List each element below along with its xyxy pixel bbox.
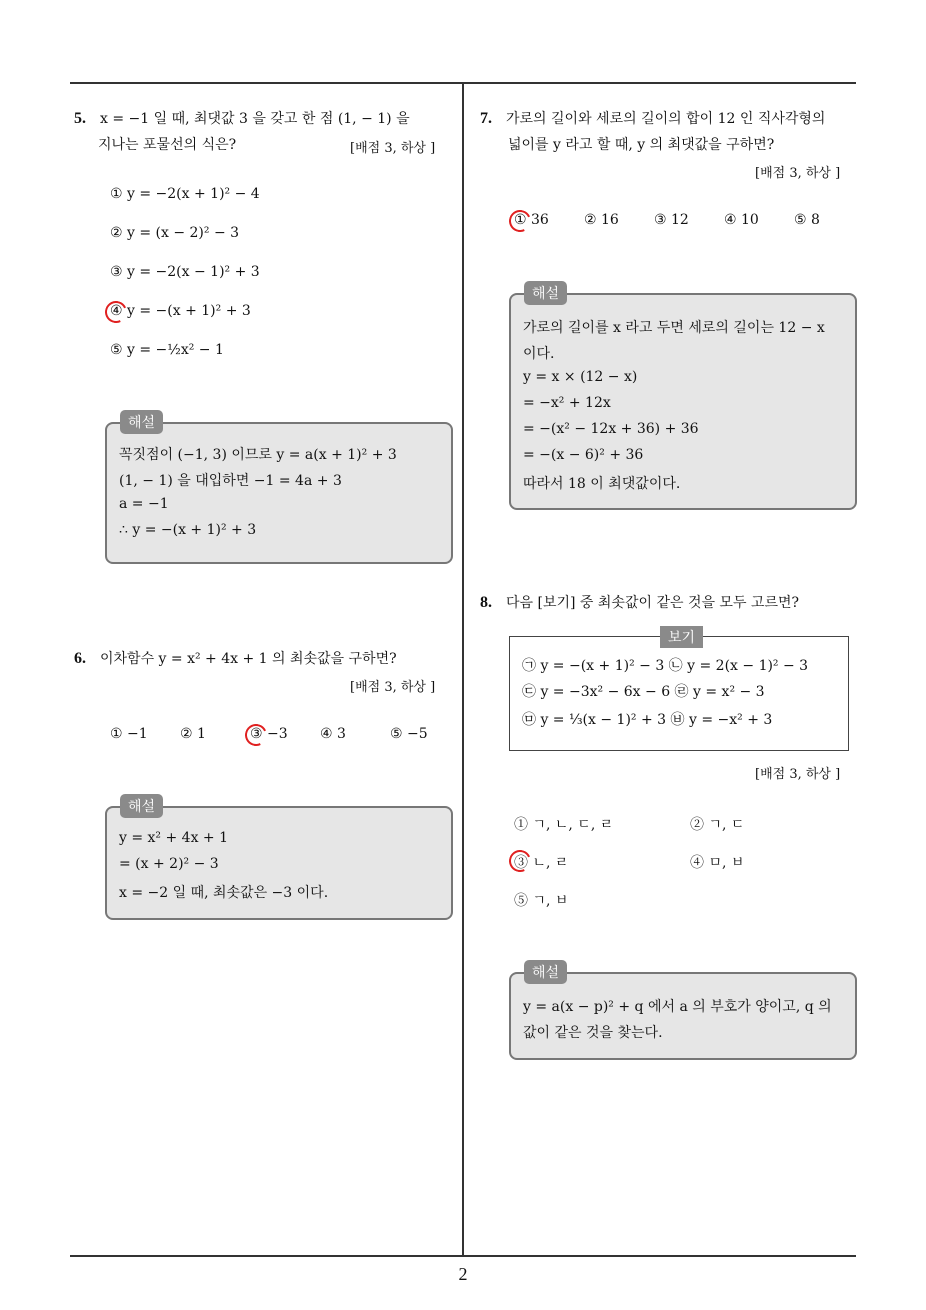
- option-5[interactable]: ⑤ −5: [390, 726, 428, 742]
- solution-line: y = x × (12 − x): [523, 369, 638, 385]
- solution-line: (1, − 1) 을 대입하면 −1 = 4a + 3: [119, 473, 342, 489]
- option-5[interactable]: ⑤ ㄱ, ㅂ: [514, 893, 569, 909]
- bogi-line: ㉠ y = −(x + 1)² − 3 ㉡ y = 2(x − 1)² − 3: [522, 658, 809, 674]
- solution-line: 가로의 길이를 x 라고 두면 세로의 길이는 12 − x: [523, 320, 825, 336]
- solution-line: a = −1: [119, 496, 169, 512]
- solution-tag: 해설: [120, 410, 163, 434]
- solution-line: = −x² + 12x: [523, 395, 611, 411]
- column-divider: [462, 82, 464, 1256]
- option-5[interactable]: ⑤ 8: [794, 212, 820, 228]
- option-4[interactable]: ④ ㅁ, ㅂ: [690, 855, 745, 871]
- question-text: 가로의 길이와 세로의 길이의 합이 12 인 직사각형의: [506, 111, 826, 127]
- question-text: 이차함수 y = x² + 4x + 1 의 최솟값을 구하면?: [100, 651, 397, 667]
- option-1[interactable]: ① ㄱ, ㄴ, ㄷ, ㄹ: [514, 817, 614, 833]
- option-4[interactable]: ④ 10: [724, 212, 759, 228]
- question-6: [74, 646, 458, 672]
- solution-box: [509, 972, 857, 1060]
- score-label: [배점 3, 하상 ]: [350, 680, 436, 695]
- solution-line: x = −2 일 때, 최솟값은 −3 이다.: [119, 885, 329, 901]
- solution-line: ∴ y = −(x + 1)² + 3: [119, 522, 257, 538]
- question-number: 5.: [74, 110, 86, 127]
- option-5[interactable]: ⑤ y = −½x² − 1: [110, 342, 224, 358]
- question-7: [480, 106, 860, 158]
- bogi-tag: 보기: [660, 626, 703, 648]
- bottom-rule: [70, 1255, 856, 1257]
- score-label: [배점 3, 하상 ]: [755, 767, 841, 782]
- score-label: [배점 3, 하상 ]: [755, 166, 841, 181]
- solution-box: [105, 806, 453, 920]
- question-text-line2: 지나는 포물선의 식은?: [98, 137, 237, 153]
- bogi-box: [509, 636, 849, 751]
- question-number: 7.: [480, 110, 492, 127]
- solution-tag: 해설: [524, 960, 567, 984]
- option-3[interactable]: ③ y = −2(x − 1)² + 3: [110, 264, 260, 280]
- score-label: [배점 3, 하상 ]: [350, 141, 436, 156]
- option-2[interactable]: ② 16: [584, 212, 619, 228]
- solution-line: y = a(x − p)² + q 에서 a 의 부호가 양이고, q 의: [523, 999, 832, 1015]
- solution-line: 따라서 18 이 최댓값이다.: [523, 476, 681, 492]
- solution-line: 이다.: [523, 346, 555, 362]
- question-text: 다음 [보기] 중 최솟값이 같은 것을 모두 고르면?: [506, 595, 800, 611]
- page-number: 2: [458, 1264, 468, 1284]
- solution-line: 꼭짓점이 (−1, 3) 이므로 y = a(x + 1)² + 3: [119, 447, 397, 463]
- solution-tag: 해설: [524, 281, 567, 305]
- question-number: 6.: [74, 650, 86, 667]
- solution-line: 값이 같은 것을 찾는다.: [523, 1025, 663, 1041]
- option-2[interactable]: ② 1: [180, 726, 206, 742]
- option-1[interactable]: ① −1: [110, 726, 148, 742]
- option-4[interactable]: ④ 3: [320, 726, 346, 742]
- option-4[interactable]: ④ y = −(x + 1)² + 3: [110, 303, 251, 319]
- solution-box: [509, 293, 857, 510]
- bogi-line: ㉢ y = −3x² − 6x − 6 ㉣ y = x² − 3: [522, 684, 765, 700]
- question-number: 8.: [480, 594, 492, 611]
- solution-line: y = x² + 4x + 1: [119, 830, 229, 846]
- solution-line: = −(x − 6)² + 36: [523, 447, 644, 463]
- option-1[interactable]: ① 36: [514, 212, 549, 228]
- solution-line: = −(x² − 12x + 36) + 36: [523, 421, 699, 437]
- question-text: x = −1 일 때, 최댓값 3 을 갖고 한 점 (1, − 1) 을: [100, 111, 410, 127]
- option-1[interactable]: ① y = −2(x + 1)² − 4: [110, 186, 260, 202]
- option-2[interactable]: ② ㄱ, ㄷ: [690, 817, 745, 833]
- option-2[interactable]: ② y = (x − 2)² − 3: [110, 225, 240, 241]
- option-3[interactable]: ③ ㄴ, ㄹ: [514, 855, 569, 871]
- solution-tag: 해설: [120, 794, 163, 818]
- option-3[interactable]: ③ 12: [654, 212, 689, 228]
- question-text-line2: 넓이를 y 라고 할 때, y 의 최댓값을 구하면?: [508, 137, 775, 153]
- solution-box: [105, 422, 453, 564]
- solution-line: = (x + 2)² − 3: [119, 856, 219, 872]
- question-8: [480, 590, 860, 616]
- bogi-line: ㉤ y = ⅓(x − 1)² + 3 ㉥ y = −x² + 3: [522, 712, 773, 728]
- option-3[interactable]: ③ −3: [250, 726, 288, 742]
